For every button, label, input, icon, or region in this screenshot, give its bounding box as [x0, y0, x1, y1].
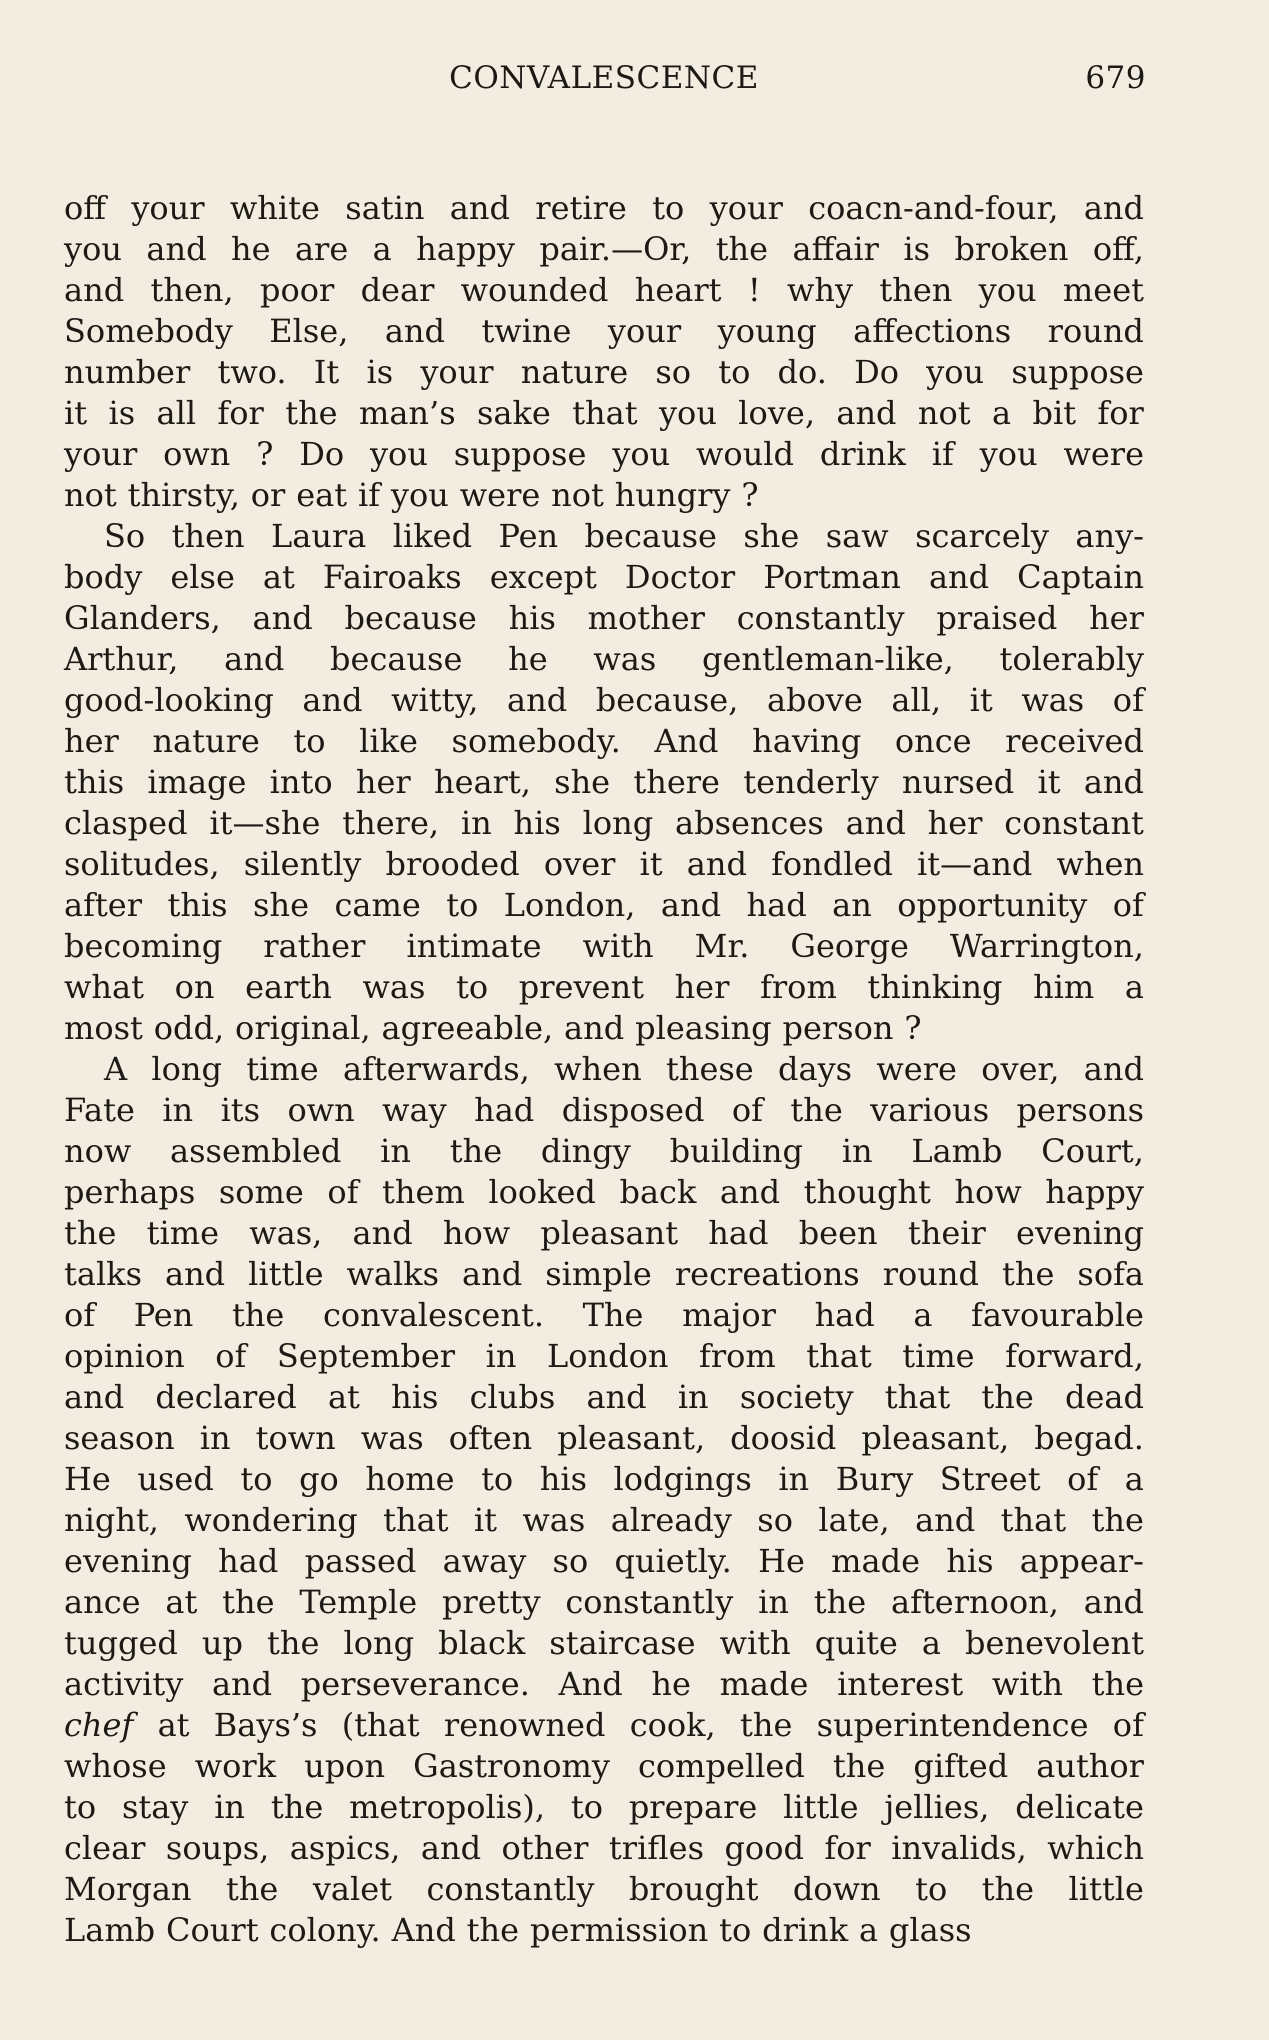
text-line: A long time afterwards, when these days were over, and — [104, 1050, 1144, 1088]
text-line: off your white satin and retire to your coacn-and-four, and — [64, 189, 1144, 227]
text-line: activity and perseverance. And he made interest with the — [64, 1665, 1144, 1703]
running-head — [64, 54, 1144, 102]
text-line: talks and little walks and simple recreations round the sofa — [64, 1255, 1144, 1293]
text-line: not thirsty, or eat if you were not hungry ? — [64, 476, 759, 514]
text-line: and then, poor dear wounded heart ! why then you meet — [64, 271, 1144, 309]
text-line: becoming rather intimate with Mr. George Warrington, — [64, 927, 1144, 965]
text-line: the time was, and how pleasant had been their evening — [64, 1214, 1144, 1252]
text-line: it is all for the man’s sake that you love, and not a bit for — [64, 394, 1144, 432]
text-line: Lamb Court colony. And the permission to drink a glass — [64, 1911, 972, 1949]
text-line: Morgan the valet constantly brought down to the little — [64, 1870, 1144, 1908]
text-line: night, wondering that it was already so late, and that the — [64, 1501, 1144, 1539]
text-line: you and he are a happy pair.—Or, the affair is broken off, — [64, 230, 1144, 268]
chapter-title: CONVALESCENCE — [449, 60, 759, 96]
text-line: and declared at his clubs and in society that the dead — [64, 1378, 1144, 1416]
text-line: her nature to like somebody. And having once received — [64, 722, 1144, 760]
text-line: Somebody Else, and twine your young affections round — [64, 312, 1144, 350]
body-text — [64, 188, 1144, 1951]
text-line: what on earth was to prevent her from thinking him a — [64, 968, 1144, 1006]
book-page — [64, 54, 1144, 1994]
text-line: your own ? Do you suppose you would drink if you were — [64, 435, 1144, 473]
page-number: 679 — [1085, 60, 1146, 96]
text-line: to stay in the metropolis), to prepare little jellies, delicate — [64, 1788, 1144, 1826]
text-line: solitudes, silently brooded over it and fondled it—and when — [64, 845, 1144, 883]
text-line: Glanders, and because his mother constantly praised her — [64, 599, 1144, 637]
text-line: chef at Bays’s (that renowned cook, the superintendence of — [64, 1706, 1144, 1744]
text-line: Arthur, and because he was gentleman-like, tolerably — [64, 640, 1144, 678]
text-line: of Pen the convalescent. The major had a favourable — [64, 1296, 1144, 1334]
text-line: Fate in its own way had disposed of the various persons — [64, 1091, 1144, 1129]
text-line: after this she came to London, and had an opportunity of — [64, 886, 1144, 924]
text-line: perhaps some of them looked back and thought how happy — [64, 1173, 1144, 1211]
text-line: clear soups, aspics, and other trifles good for invalids, which — [64, 1829, 1144, 1867]
text-line: number two. It is your nature so to do. Do you suppose — [64, 353, 1144, 391]
text-line: this image into her heart, she there tenderly nursed it and — [64, 763, 1144, 801]
text-line: ance at the Temple pretty constantly in the afternoon, and — [64, 1583, 1144, 1621]
text-line: clasped it—she there, in his long absences and her constant — [64, 804, 1144, 842]
text-line: tugged up the long black staircase with quite a benevolent — [64, 1624, 1144, 1662]
text-line: now assembled in the dingy building in Lamb Court, — [64, 1132, 1144, 1170]
text-line: He used to go home to his lodgings in Bury Street of a — [64, 1460, 1144, 1498]
text-line: most odd, original, agreeable, and pleasing person ? — [64, 1009, 922, 1047]
text-line: whose work upon Gastronomy compelled the gifted author — [64, 1747, 1144, 1785]
text-line: So then Laura liked Pen because she saw scarcely any- — [104, 517, 1144, 555]
text-line: good-looking and witty, and because, above all, it was of — [64, 681, 1144, 719]
text-line: opinion of September in London from that time forward, — [64, 1337, 1144, 1375]
text-line: evening had passed away so quietly. He made his appear- — [64, 1542, 1144, 1580]
text-line: season in town was often pleasant, doosid pleasant, begad. — [64, 1419, 1144, 1457]
text-line: body else at Fairoaks except Doctor Portman and Captain — [64, 558, 1144, 596]
